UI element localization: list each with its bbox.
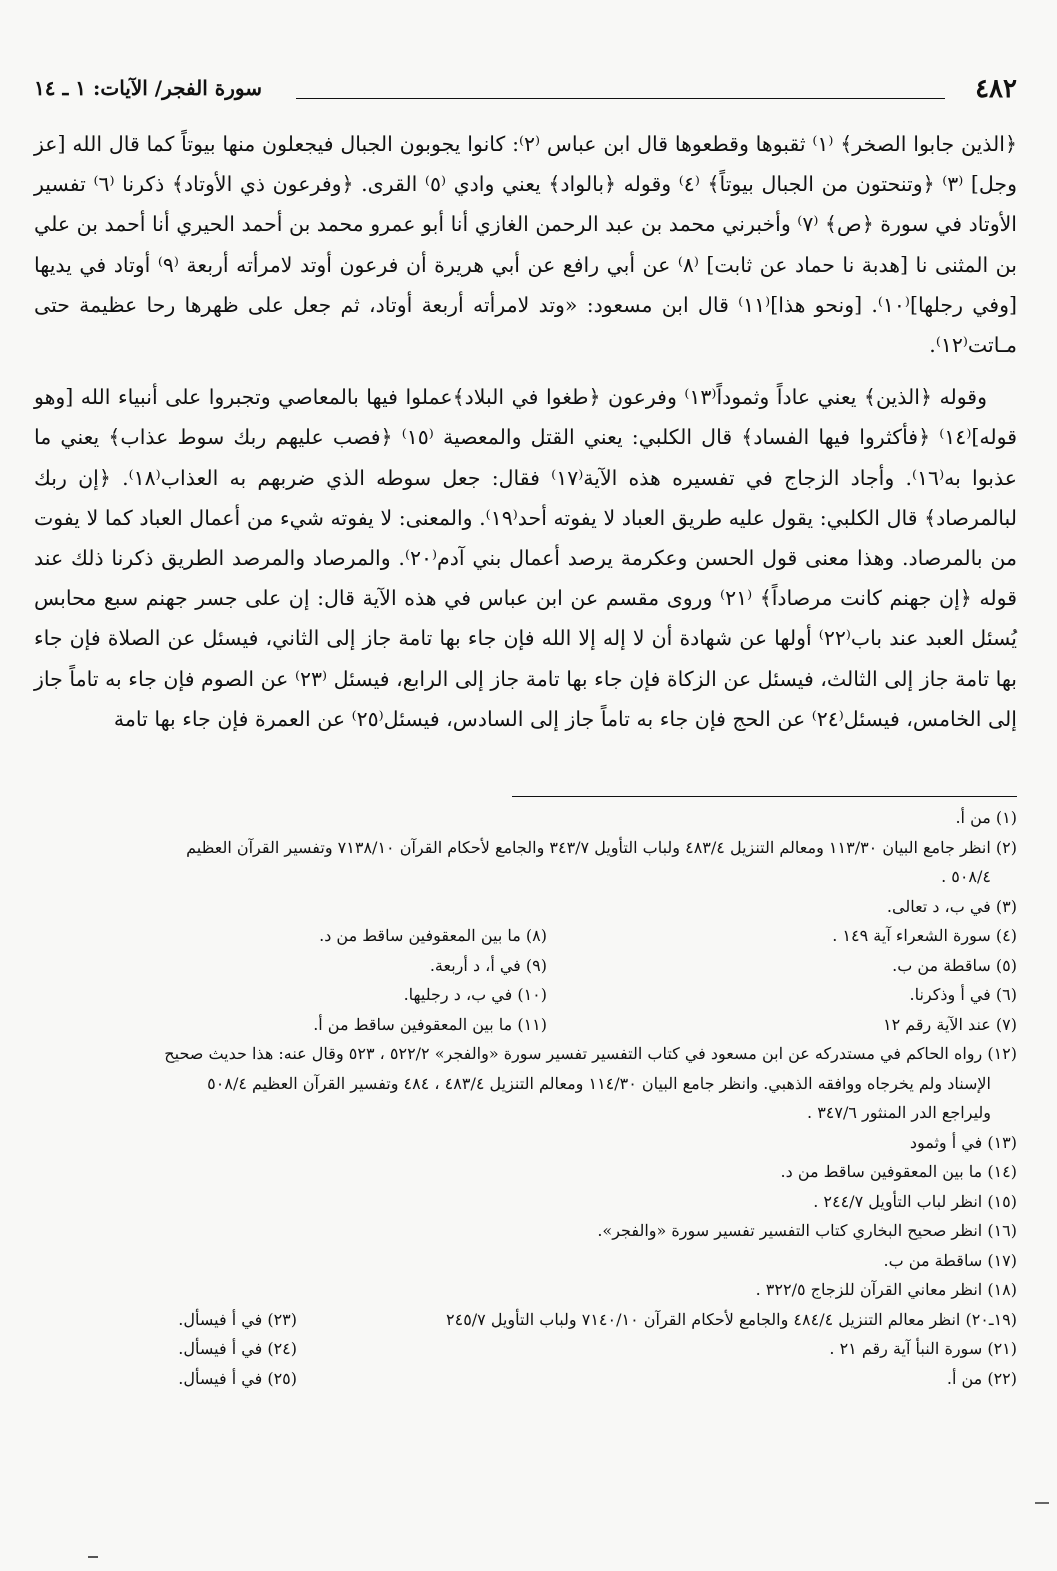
- footnote: (١٠) في ب، د رجليها.: [403, 985, 547, 1004]
- footnote: (١٤) ما بين المعقوفين ساقط من د.: [780, 1162, 1017, 1181]
- page-number: ٤٨٢: [975, 74, 1017, 104]
- footnote: (٢٥) في أ فيسأل.: [178, 1368, 297, 1388]
- footnote: (٩) في أ، د أربعة.: [429, 955, 547, 975]
- footnote: (٧) عند الآية رقم ١٢: [882, 1014, 1017, 1034]
- footnote: (٢٤) في أ فيسأل.: [178, 1339, 297, 1358]
- footnote: (١٢) رواه الحاكم في مستدركه عن ابن مسعود في كتاب التفسير تفسير سورة «والفجر» ٥٢٢/٢ ، ٥٢٣ وقال عنه: هذا حديث صحيح: [164, 1044, 1017, 1063]
- footnote: (٢١) سورة النبأ آية رقم ٢١ .: [829, 1339, 1017, 1358]
- footnote: (٢٢) من أ.: [946, 1368, 1017, 1388]
- scan-edge-mark: [1035, 1502, 1049, 1504]
- header-rule: [296, 98, 945, 99]
- footnote: (١١) ما بين المعقوفين ساقط من أ.: [313, 1014, 547, 1034]
- footnote: (١٩ـ٢٠) انظر معالم التنزيل ٤٨٤/٤ والجامع لأحكام القرآن ٧١٤٠/١٠ ولباب التأويل ٢٤٥/٧: [446, 1309, 1017, 1329]
- footnote: (١٥) انظر لباب التأويل ٢٤٤/٧ .: [813, 1191, 1017, 1211]
- main-text: [34, 124, 1017, 739]
- footnote-row: [48, 1364, 1017, 1394]
- footnote-row: [48, 1010, 1017, 1040]
- footnote: (٢) انظر جامع البيان ١١٣/٣٠ ومعالم التنزيل ٤٨٣/٤ ولباب التأويل ٣٤٣/٧ والجامع لأحكام القرآن ٧١٣٨/١٠ وتفسير القرآن العظيم: [186, 837, 1017, 857]
- footnote-row: [48, 1334, 1017, 1364]
- footnotes: [48, 803, 1017, 1393]
- footnote: (٤) سورة الشعراء آية ١٤٩ .: [832, 926, 1017, 945]
- footnote-continuation: وليراجع الدر المنثور ٣٤٧/٦ .: [807, 1103, 991, 1122]
- footnote: (٢٣) في أ فيسأل.: [178, 1309, 297, 1329]
- footnote: (١٣) في أ وثمود: [909, 1132, 1017, 1152]
- footnote: (١٧) ساقطة من ب.: [883, 1250, 1017, 1270]
- footnote: (٣) في ب، د تعالى.: [886, 896, 1017, 916]
- scan-artifact: [88, 1556, 98, 1558]
- footnote: (٥) ساقطة من ب.: [892, 955, 1017, 975]
- footnote-row: [48, 951, 1017, 981]
- footnote: (٨) ما بين المعقوفين ساقط من د.: [319, 926, 547, 945]
- paragraph-1: ﴿الذين جابوا الصخر﴾ ⁽١⁾ ثقبوها وقطعوها قال ابن عباس ⁽٢⁾: كانوا يجوبون الجبال فيجعلون منها بيوتاً كما قال الله [عز وجل] ⁽٣⁾ ﴿وتنحتون من الجبال بيوتاً﴾ ⁽٤⁾ وقوله ﴿بالواد﴾ يعني وادي ⁽٥⁾ القرى. ﴿وفرعون ذي الأوتاد﴾ ذكرنا ⁽٦⁾ تفسير الأوتاد في سورة ﴿ص﴾ ⁽٧⁾ وأخبرني محمد بن عبد الرحمن الغازي أنا أبو عمرو محمد بن أحمد الحيري أنا أحمد بن علي بن المثنى نا [هدبة نا حماد عن ثابت] ⁽٨⁾ عن أبي رافع عن أبي هريرة أن فرعون أوتد لامرأته أربعة ⁽٩⁾ أوتاد في يديها [وفي رجلها]⁽١٠⁾. [ونحو هذا]⁽١١⁾ قال ابن مسعود: «وتد لامرأته أربعة أوتاد، ثم جعل على ظهرها رحا عظيمة حتى مـاتت⁽١٢⁾.: [34, 132, 1017, 358]
- footnote: (١) من أ.: [955, 808, 1017, 827]
- paragraph-2: وقوله ﴿الذين﴾ يعني عاداً وثموداً⁽١٣⁾ وفرعون ﴿طغوا في البلاد﴾عملوا فيها بالمعاصي وتجبروا على أنبياء الله [وهو قوله]⁽١٤⁾ ﴿فأكثروا فيها الفساد﴾ قال الكلبي: يعني القتل والمعصية ⁽١٥⁾ ﴿فصب عليهم ربك سوط عذاب﴾ يعني ما عذبوا به⁽١٦⁾. وأجاد الزجاج في تفسيره هذه الآية⁽١٧⁾ فقال: جعل سوطه الذي ضربهم به العذاب⁽١٨⁾. ﴿إن ربك لبالمرصاد﴾ قال الكلبي: يقول عليه طريق العباد لا يفوته أحد⁽١٩⁾. والمعنى: لا يفوته شيء من أعمال العباد كما لا يفوت من بالمرصاد. وهذا معنى قول الحسن وعكرمة يرصد أعمال بني آدم⁽٢٠⁾. والمرصاد والمرصد الطريق ذكرنا ذلك عند قوله ﴿إن جهنم كانت مرصاداً﴾ ⁽٢١⁾ وروى مقسم عن ابن عباس في هذه الآية قال: إن على جسر جهنم سبع محابس يُسئل العبد عند باب⁽٢٢⁾ أولها عن شهادة أن لا إله إلا الله فإن جاء بها تامة جاز إلى الثاني، فيسئل عن الصلاة فإن جاء بها تامة جاز إلى الثالث، فيسئل عن الزكاة فإن جاء بها تامة جاز إلى الرابع، فيسئل ⁽٢٣⁾ عن الصوم فإن جاء به تاماً جاز إلى الخامس، فيسئل⁽٢٤⁾ عن الحج فإن جاء به تاماً جاز إلى السادس، فيسئل⁽٢٥⁾ عن العمرة فإن جاء بها تامة: [34, 385, 1018, 731]
- footnote-row: [48, 921, 1017, 951]
- page-header: [34, 74, 1017, 108]
- footnote: (٦) في أ وذكرنا.: [909, 985, 1017, 1004]
- footnote-separator: [512, 796, 1017, 797]
- footnote-continuation: ٥٠٨/٤ .: [941, 867, 991, 886]
- footnote: (١٨) انظر معاني القرآن للزجاج ٣٢٢/٥ .: [755, 1280, 1017, 1299]
- footnote-continuation: الإسناد ولم يخرجاه ووافقه الذهبي. وانظر جامع البيان ١١٤/٣٠ ومعالم التنزيل ٤٨٣/٤ ، ٤٨٤ وتفسير القرآن العظيم ٥٠٨/٤: [207, 1073, 991, 1093]
- footnote-row: [48, 1305, 1017, 1335]
- footnote-row: [48, 980, 1017, 1010]
- footnote: (١٦) انظر صحيح البخاري كتاب التفسير تفسير سورة «والفجر».: [597, 1221, 1017, 1240]
- running-title: سورة الفجر/ الآيات: ١ ـ ١٤: [34, 76, 262, 100]
